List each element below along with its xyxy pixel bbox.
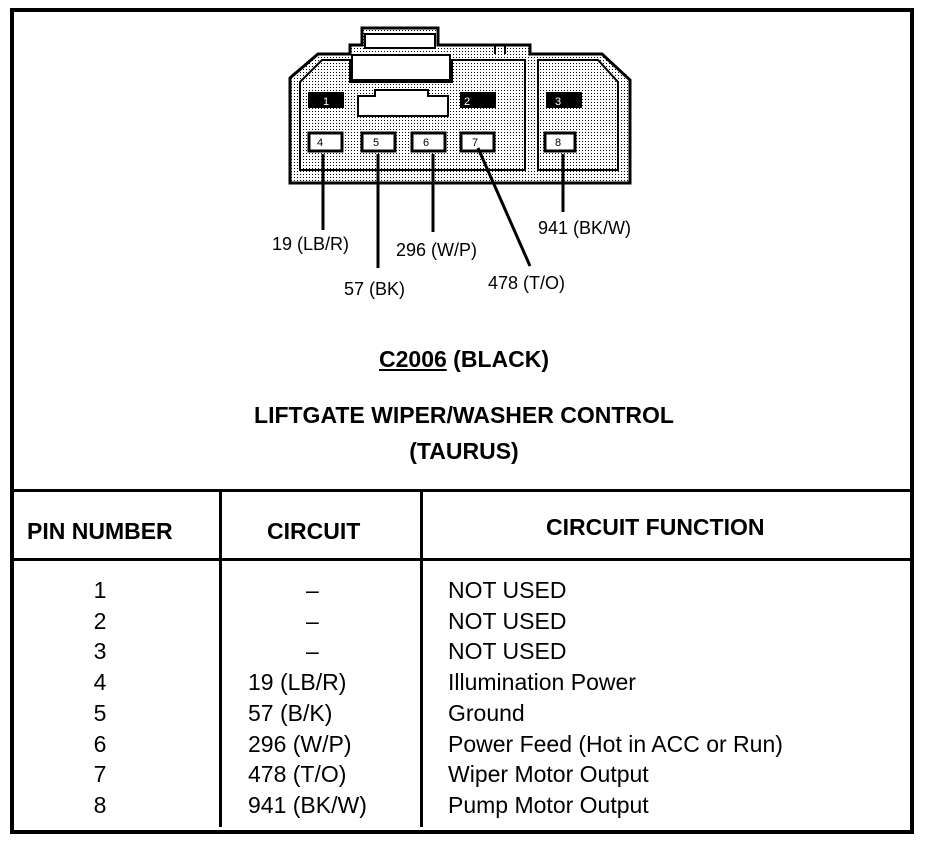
circuit-cell: – bbox=[306, 607, 319, 634]
terminal-2 bbox=[460, 92, 496, 108]
wire-label-pin7: 478 (T/O) bbox=[488, 273, 566, 293]
cavity-6-label: 6 bbox=[422, 137, 430, 149]
circuit-cell: – bbox=[306, 638, 319, 665]
function-cell: NOT USED bbox=[448, 638, 567, 665]
circuit-cell: 941 (BK/W) bbox=[248, 791, 367, 818]
pin-cell: 5 bbox=[93, 699, 107, 726]
function-cell: Power Feed (Hot in ACC or Run) bbox=[448, 730, 783, 757]
connector-color: (BLACK) bbox=[453, 346, 549, 372]
connector-title bbox=[0, 346, 928, 373]
circuit-cell: 296 (W/P) bbox=[248, 730, 352, 757]
terminal-8 bbox=[545, 133, 575, 151]
pin-cell: 7 bbox=[93, 761, 107, 788]
function-cell: NOT USED bbox=[448, 577, 567, 603]
pin-cell: 3 bbox=[93, 638, 107, 665]
wire-label-pin6: 296 (W/P) bbox=[396, 240, 478, 260]
connector-code: C2006 bbox=[379, 346, 447, 372]
function-cell: Wiper Motor Output bbox=[448, 761, 649, 788]
terminal-6 bbox=[412, 133, 445, 151]
header-circuit: CIRCUIT bbox=[267, 518, 361, 544]
component-subtitle: (TAURUS) bbox=[409, 438, 519, 464]
function-cell: NOT USED bbox=[448, 607, 567, 634]
cavity-2-label: 2 bbox=[463, 96, 471, 108]
wire-label-pin4: 19 (LB/R) bbox=[272, 234, 350, 254]
pin-cell: 4 bbox=[93, 669, 107, 696]
header-circuit-function: CIRCUIT FUNCTION bbox=[546, 514, 765, 540]
cavity-4-label: 4 bbox=[316, 137, 324, 149]
table-top-border bbox=[12, 489, 914, 492]
circuit-cell: – bbox=[306, 577, 319, 603]
circuit-column bbox=[248, 575, 398, 821]
table-header-border bbox=[12, 558, 914, 561]
terminal-4 bbox=[309, 133, 342, 151]
pin-cell: 1 bbox=[93, 577, 107, 603]
wire-label-pin5: 57 (BK) bbox=[344, 279, 406, 299]
component-title: LIFTGATE WIPER/WASHER CONTROL bbox=[254, 402, 674, 428]
circuit-cell: 57 (B/K) bbox=[248, 699, 333, 726]
cavity-5-label: 5 bbox=[372, 137, 380, 149]
cavity-7-label: 7 bbox=[471, 137, 479, 149]
wire-label-pin8: 941 (BK/W) bbox=[538, 218, 632, 238]
pin-column bbox=[60, 575, 140, 821]
function-cell: Pump Motor Output bbox=[448, 791, 649, 818]
function-cell: Illumination Power bbox=[448, 669, 636, 696]
terminal-3 bbox=[546, 92, 582, 108]
column-divider-2 bbox=[420, 561, 423, 827]
column-divider-1 bbox=[219, 561, 222, 827]
pin-cell: 8 bbox=[93, 791, 107, 818]
circuit-cell: 478 (T/O) bbox=[248, 761, 347, 788]
function-column bbox=[448, 575, 908, 821]
cavity-1-label: 1 bbox=[322, 96, 330, 108]
header-pin-number: PIN NUMBER bbox=[27, 518, 173, 544]
header-divider-1 bbox=[219, 492, 222, 564]
terminal-1 bbox=[308, 92, 344, 108]
function-cell: Ground bbox=[448, 699, 525, 726]
cavity-8-label: 8 bbox=[554, 137, 562, 149]
pin-cell: 6 bbox=[93, 730, 107, 757]
terminal-5 bbox=[362, 133, 395, 151]
pin-cell: 2 bbox=[93, 607, 107, 634]
cavity-3-label: 3 bbox=[554, 96, 562, 108]
circuit-cell: 19 (LB/R) bbox=[248, 669, 347, 696]
header-divider-2 bbox=[420, 492, 423, 564]
